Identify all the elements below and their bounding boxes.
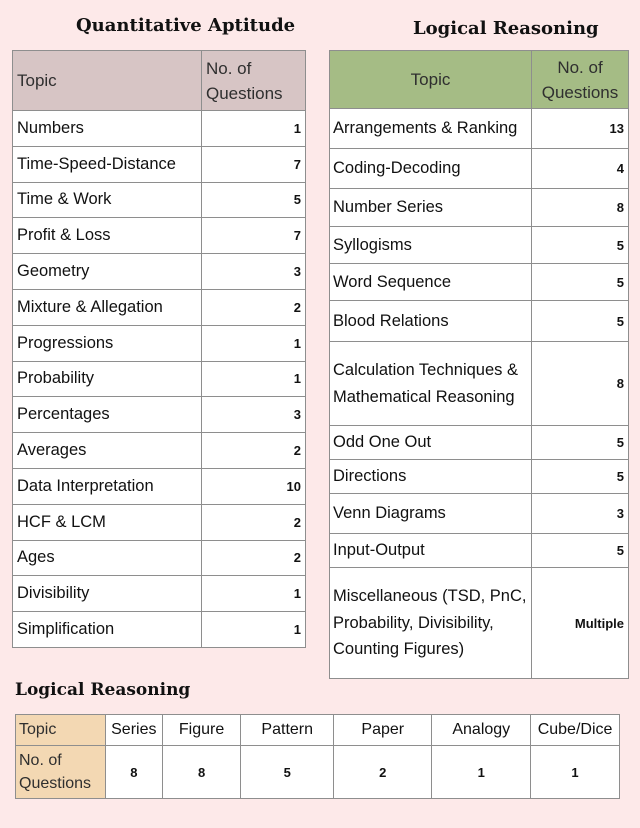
table-row bbox=[13, 468, 306, 504]
topic-cell: Coding-Decoding bbox=[330, 149, 532, 189]
topic-cell: Calculation Techniques & Mathematical Reasoning bbox=[330, 342, 532, 426]
topic-cell: Profit & Loss bbox=[13, 218, 202, 254]
question-count-cell: 5 bbox=[532, 426, 629, 460]
table-row bbox=[330, 534, 629, 568]
question-count-cell: 1 bbox=[202, 612, 306, 648]
count-row bbox=[16, 746, 620, 799]
table-row bbox=[330, 227, 629, 264]
topic-cell: Odd One Out bbox=[330, 426, 532, 460]
topic-cell: Mixture & Allegation bbox=[13, 289, 202, 325]
logical-reasoning-nonverbal-table bbox=[15, 714, 620, 799]
topic-cell: Directions bbox=[330, 460, 532, 494]
topic-cell: Percentages bbox=[13, 397, 202, 433]
header-topic: Topic bbox=[330, 51, 532, 109]
table-row bbox=[330, 568, 629, 679]
table-row bbox=[13, 361, 306, 397]
quantitative-aptitude-rows bbox=[13, 111, 306, 648]
question-count-cell: 4 bbox=[532, 149, 629, 189]
topic-cell: Data Interpretation bbox=[13, 468, 202, 504]
table-row bbox=[13, 504, 306, 540]
question-count-cell: 1 bbox=[202, 576, 306, 612]
question-count-cell: 5 bbox=[532, 460, 629, 494]
topic-cell: Word Sequence bbox=[330, 264, 532, 301]
question-count-cell: 8 bbox=[532, 342, 629, 426]
header-topic: Topic bbox=[13, 51, 202, 111]
question-count-cell: 3 bbox=[202, 254, 306, 290]
question-count-cell: 7 bbox=[202, 218, 306, 254]
topic-cell: Input-Output bbox=[330, 534, 532, 568]
question-count-cell: 2 bbox=[202, 433, 306, 469]
topic-cell: Geometry bbox=[13, 254, 202, 290]
table-row bbox=[330, 109, 629, 149]
topic-cell: Probability bbox=[13, 361, 202, 397]
topic-cell: Number Series bbox=[330, 189, 532, 227]
topic-cell: Ages bbox=[13, 540, 202, 576]
column-topic-cell: Cube/Dice bbox=[531, 715, 620, 746]
question-count-cell: 13 bbox=[532, 109, 629, 149]
question-count-cell: 3 bbox=[532, 494, 629, 534]
topic-cell: Blood Relations bbox=[330, 301, 532, 342]
question-count-cell: 2 bbox=[202, 504, 306, 540]
question-count-cell: 1 bbox=[202, 361, 306, 397]
topic-cell: Venn Diagrams bbox=[330, 494, 532, 534]
logical-reasoning-table bbox=[329, 50, 629, 679]
column-topic-cell: Analogy bbox=[432, 715, 531, 746]
question-count-cell: 1 bbox=[202, 325, 306, 361]
logical-reasoning-rows bbox=[330, 109, 629, 679]
table-header-row bbox=[330, 51, 629, 109]
column-count-cell: 8 bbox=[162, 746, 241, 799]
topic-cell: Progressions bbox=[13, 325, 202, 361]
question-count-cell: Multiple bbox=[532, 568, 629, 679]
table-row bbox=[330, 264, 629, 301]
table-row bbox=[330, 149, 629, 189]
table-row bbox=[330, 460, 629, 494]
question-count-cell: 5 bbox=[532, 264, 629, 301]
topic-cell: Numbers bbox=[13, 111, 202, 147]
column-count-cell: 1 bbox=[432, 746, 531, 799]
topic-cell: Divisibility bbox=[13, 576, 202, 612]
question-count-cell: 5 bbox=[532, 227, 629, 264]
topic-cell: Miscellaneous (TSD, PnC, Probability, Divisibility, Counting Figures) bbox=[330, 568, 532, 679]
logical-reasoning-title: Logical Reasoning bbox=[413, 18, 599, 39]
table-row bbox=[13, 612, 306, 648]
column-count-cell: 8 bbox=[105, 746, 162, 799]
topic-cell: HCF & LCM bbox=[13, 504, 202, 540]
topic-cell: Arrangements & Ranking bbox=[330, 109, 532, 149]
topic-cell: Simplification bbox=[13, 612, 202, 648]
question-count-cell: 2 bbox=[202, 289, 306, 325]
question-count-cell: 5 bbox=[532, 301, 629, 342]
column-topic-cell: Paper bbox=[334, 715, 432, 746]
question-count-cell: 7 bbox=[202, 146, 306, 182]
question-count-cell: 1 bbox=[202, 111, 306, 147]
topic-cell: Syllogisms bbox=[330, 227, 532, 264]
table-header-row bbox=[13, 51, 306, 111]
topic-cell: Averages bbox=[13, 433, 202, 469]
table-row bbox=[13, 433, 306, 469]
table-row bbox=[13, 325, 306, 361]
column-topic-cell: Pattern bbox=[241, 715, 334, 746]
table-row bbox=[13, 289, 306, 325]
topic-row bbox=[16, 715, 620, 746]
topic-cell: Time-Speed-Distance bbox=[13, 146, 202, 182]
table-row bbox=[13, 254, 306, 290]
question-count-cell: 5 bbox=[532, 534, 629, 568]
table-row bbox=[330, 342, 629, 426]
row-label-question-count: No. of Questions bbox=[16, 746, 106, 799]
topic-cell: Time & Work bbox=[13, 182, 202, 218]
table-row bbox=[13, 182, 306, 218]
table-row bbox=[13, 218, 306, 254]
header-question-count: No. of Questions bbox=[202, 51, 306, 111]
column-topic-cell: Figure bbox=[162, 715, 241, 746]
quantitative-aptitude-table bbox=[12, 50, 306, 648]
question-count-cell: 5 bbox=[202, 182, 306, 218]
quantitative-aptitude-title: Quantitative Aptitude bbox=[76, 15, 296, 36]
column-count-cell: 5 bbox=[241, 746, 334, 799]
column-count-cell: 2 bbox=[334, 746, 432, 799]
header-question-count: No. of Questions bbox=[532, 51, 629, 109]
table-row bbox=[330, 494, 629, 534]
table-row bbox=[330, 426, 629, 460]
table-row bbox=[330, 301, 629, 342]
table-row bbox=[13, 576, 306, 612]
table-row bbox=[330, 189, 629, 227]
column-count-cell: 1 bbox=[531, 746, 620, 799]
table-row bbox=[13, 111, 306, 147]
question-count-cell: 8 bbox=[532, 189, 629, 227]
column-topic-cell: Series bbox=[105, 715, 162, 746]
table-row bbox=[13, 397, 306, 433]
table-row bbox=[13, 146, 306, 182]
logical-reasoning-nonverbal-title: Logical Reasoning bbox=[15, 680, 191, 700]
table-row bbox=[13, 540, 306, 576]
question-count-cell: 10 bbox=[202, 468, 306, 504]
question-count-cell: 2 bbox=[202, 540, 306, 576]
question-count-cell: 3 bbox=[202, 397, 306, 433]
row-label-topic: Topic bbox=[16, 715, 106, 746]
